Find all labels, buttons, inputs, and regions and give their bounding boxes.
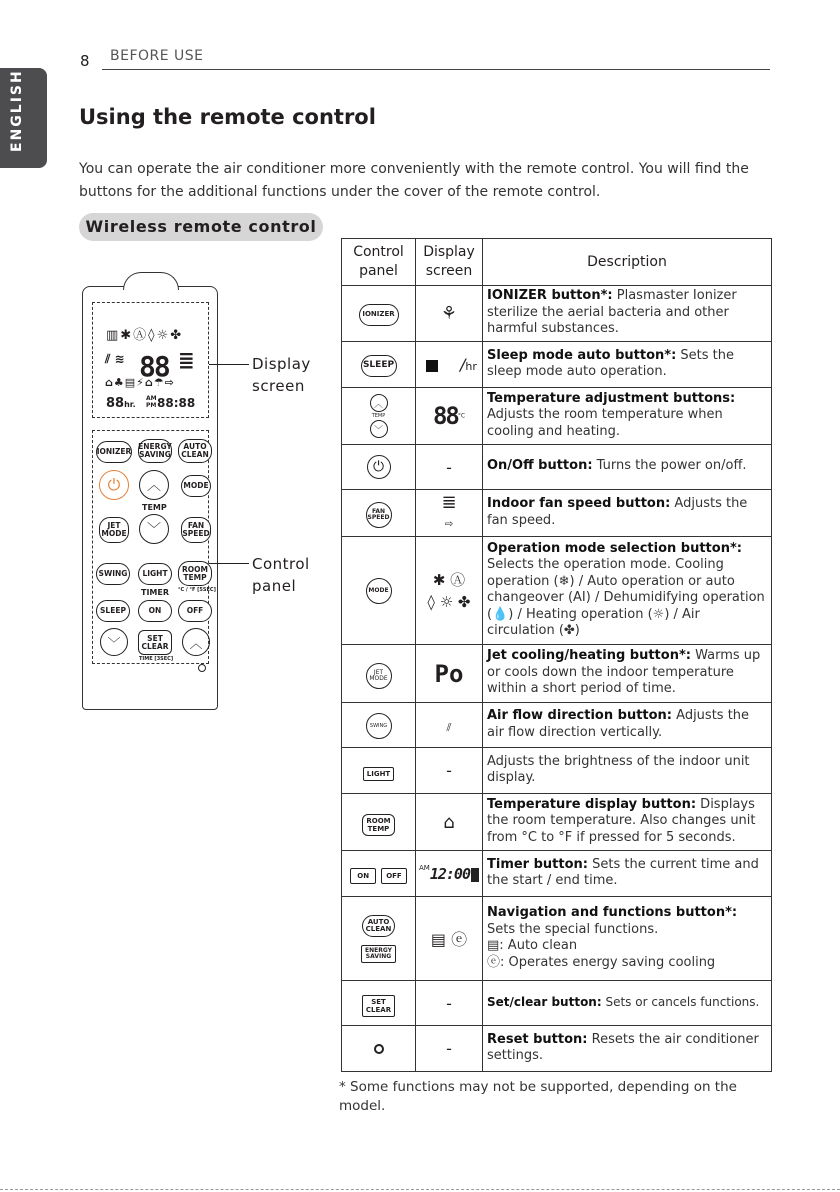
header-control: Control panel: [342, 239, 416, 286]
remote-reset-button[interactable]: [198, 664, 206, 672]
set-clear-key: SET CLEAR: [362, 995, 395, 1017]
remote-nav-right-button[interactable]: [182, 628, 210, 656]
room-temp-icon: ⌂: [443, 811, 455, 833]
light-key: LIGHT: [363, 767, 394, 781]
remote-energy-saving-button[interactable]: ENERGY SAVING: [138, 439, 172, 463]
table-row: SET CLEAR - Set/clear button: Sets or cancels functions.: [342, 981, 772, 1026]
on-off-icon: [471, 868, 479, 882]
display-callout: Display screen: [252, 355, 311, 395]
bottom-rule: [0, 1189, 840, 1190]
power-icon: ⏻: [367, 455, 391, 479]
header-display: Display screen: [416, 239, 483, 286]
table-row: LIGHT - Adjusts the brightness of the indoor unit display.: [342, 748, 772, 794]
ionizer-icon: ⚘: [440, 303, 458, 324]
language-tab-label: ENGLISH: [9, 69, 25, 152]
control-callout: Control panel: [252, 555, 310, 595]
chevron-down-icon: ﹀: [107, 636, 121, 652]
sleep-key: SLEEP: [361, 355, 397, 377]
table-row: - Reset button: Resets the air conditioner settings.: [342, 1026, 772, 1072]
mode-key: MODE: [366, 578, 392, 604]
display-callout-line: [209, 364, 249, 365]
ionizer-key: IONIZER: [359, 304, 399, 326]
header-rule: [102, 69, 770, 70]
chevron-up-icon: ︿: [370, 394, 388, 412]
timer-off-key: OFF: [381, 868, 407, 884]
lcd-hours: 88hr.: [106, 396, 136, 411]
language-tab: [0, 68, 47, 168]
intro-paragraph: You can operate the air conditioner more conveniently with the remote control. You will find the buttons for the additional functions under the cover of the remote control.: [79, 161, 749, 200]
remote-temp-label: TEMP: [142, 503, 167, 512]
auto-clean-icon: ▤: [487, 938, 500, 953]
section-title: BEFORE USE: [110, 48, 204, 64]
remote-sleep-button[interactable]: SLEEP: [96, 600, 130, 622]
remote-off-button[interactable]: OFF: [178, 600, 212, 622]
chevron-up-icon: ︿: [189, 636, 203, 652]
table-row: ⏻ - On/Off button: Turns the power on/off.: [342, 445, 772, 490]
remote-power-button[interactable]: [99, 470, 129, 500]
table-row: ON OFF $^{AM}$12:00 Timer button: Sets the current time and the start / end time.: [342, 851, 772, 897]
display-dash: -: [416, 445, 483, 490]
lcd-mode-icons: ▥✱Ⓐ◊☼✤: [106, 328, 184, 343]
page-number: 8: [80, 52, 90, 70]
energy-saving-icon: ⓔ: [451, 930, 468, 949]
remote-jet-mode-button[interactable]: JET MODE: [99, 517, 129, 543]
remote-fan-speed-button[interactable]: FAN SPEED: [181, 517, 211, 543]
remote-temp-down-button[interactable]: [139, 514, 169, 544]
lcd-time: 88:88: [157, 396, 196, 410]
display-dash: -: [416, 748, 483, 794]
reset-icon: [374, 1044, 384, 1054]
energy-saving-key: ENERGY SAVING: [361, 945, 396, 963]
energy-saving-icon: ⓔ: [487, 954, 501, 970]
swing-key: SWING: [366, 713, 392, 739]
display-dash: -: [416, 1026, 483, 1072]
lcd-fan-bars: ≣: [178, 348, 195, 372]
table-header-row: [342, 239, 772, 286]
remote-nav-left-button[interactable]: [100, 628, 128, 656]
mode-icons: ✱ Ⓐ ◊ ☼ ✤: [427, 570, 471, 611]
sleep-hr-display: /hr: [460, 355, 477, 374]
table-row: SLEEP /hr Sleep mode auto button*: Sets the sleep mode auto operation.: [342, 342, 772, 388]
table-row: IONIZER ⚘ IONIZER button*: Plasmaster Ionizer sterilize the aerial bacteria and other harmful substances.: [342, 286, 772, 342]
subtitle-pill: Wireless remote control: [79, 213, 323, 241]
house-icon: [426, 360, 438, 372]
chevron-down-icon: ﹀: [370, 420, 388, 438]
swing-icon: ⫽: [446, 720, 452, 734]
remote-auto-clean-button[interactable]: AUTO CLEAN: [178, 439, 212, 463]
table-row: FAN SPEED ≣ ⇨ Indoor fan speed button: Adjusts the fan speed.: [342, 490, 772, 537]
remote-mode-button[interactable]: MODE: [181, 475, 211, 497]
table-row: ︿ TEMP ﹀ $88^{^\circ C}$ Temperature adjustment buttons: Adjusts the room temperature when cooling and heating.: [342, 388, 772, 445]
lcd-side-icons: ⫽ ≋: [105, 352, 125, 366]
remote-temp-up-button[interactable]: [139, 470, 169, 500]
table-row: ROOM TEMP ⌂ Temperature display button: Displays the room temperature. Also changes unit from °C to °F if pressed for 5 seconds.: [342, 794, 772, 851]
timer-on-key: ON: [350, 868, 376, 884]
fan-speed-key: FAN SPEED: [366, 502, 392, 528]
page-title: Using the remote control: [79, 105, 376, 129]
remote-light-button[interactable]: LIGHT: [138, 563, 172, 585]
remote-on-button[interactable]: ON: [138, 600, 172, 622]
control-callout-line: [209, 563, 249, 564]
jet-display: Po: [434, 659, 464, 688]
remote-top: [123, 272, 179, 290]
table-row: AUTO CLEAN ENERGY SAVING ▤ ⓔ Navigation and functions button*: Sets the special functions. ▤: Auto clean ⓔ: Operates energy saving cooling: [342, 897, 772, 981]
table-row: MODE ✱ Ⓐ ◊ ☼ ✤ Operation mode selection button*: Selects the operation mode. Cooling operation (❄) / Auto operation or auto changeover (AI) / Dehumidifying operation (💧) / Heating operation (☼) / Air circulation (✤): [342, 537, 772, 645]
temp-key-label: TEMP: [371, 413, 386, 419]
lcd-digits: 88: [139, 350, 169, 383]
remote-ionizer-button[interactable]: IONIZER: [96, 441, 132, 463]
table-row: SWING ⫽ Air flow direction button: Adjusts the air flow direction vertically.: [342, 703, 772, 748]
chevron-up-icon: ︿: [147, 478, 161, 494]
remote-timer-label: TIMER: [141, 588, 170, 597]
lcd-function-icons: ⌂♣▤⚡⌂☂⇨: [105, 376, 175, 389]
display-dash: -: [416, 981, 483, 1026]
lcd-ampm: AM PM: [146, 395, 157, 409]
temp-digits-display: 88: [432, 402, 458, 430]
jet-mode-key: JET MODE: [366, 663, 392, 689]
header-description: Description: [483, 239, 772, 286]
fan-bars-icon: ≣ ⇨: [441, 491, 457, 530]
table-row: JET MODE Po Jet cooling/heating button*: Warms up or cools down the indoor temperature within a short period of time.: [342, 645, 772, 703]
power-icon: ⏻: [107, 475, 121, 494]
button-table: [341, 238, 772, 1072]
chevron-down-icon: ﹀: [147, 522, 161, 538]
room-temp-key: ROOM TEMP: [362, 814, 394, 836]
auto-clean-icon: ▤: [430, 930, 446, 949]
remote-unit-label: °C / °F [5SEC]: [178, 587, 216, 593]
remote-room-temp-button[interactable]: ROOM TEMP: [178, 561, 212, 586]
footnote: * Some functions may not be supported, depending on the model.: [339, 1079, 737, 1114]
remote-set-clear-button[interactable]: SET CLEAR: [138, 630, 172, 655]
time-display: 12:00: [429, 865, 470, 883]
auto-clean-key: AUTO CLEAN: [362, 915, 396, 937]
am-label: AM: [419, 864, 430, 872]
remote-time-label: TIME [3SEC]: [139, 656, 174, 662]
remote-swing-button[interactable]: SWING: [96, 563, 130, 585]
